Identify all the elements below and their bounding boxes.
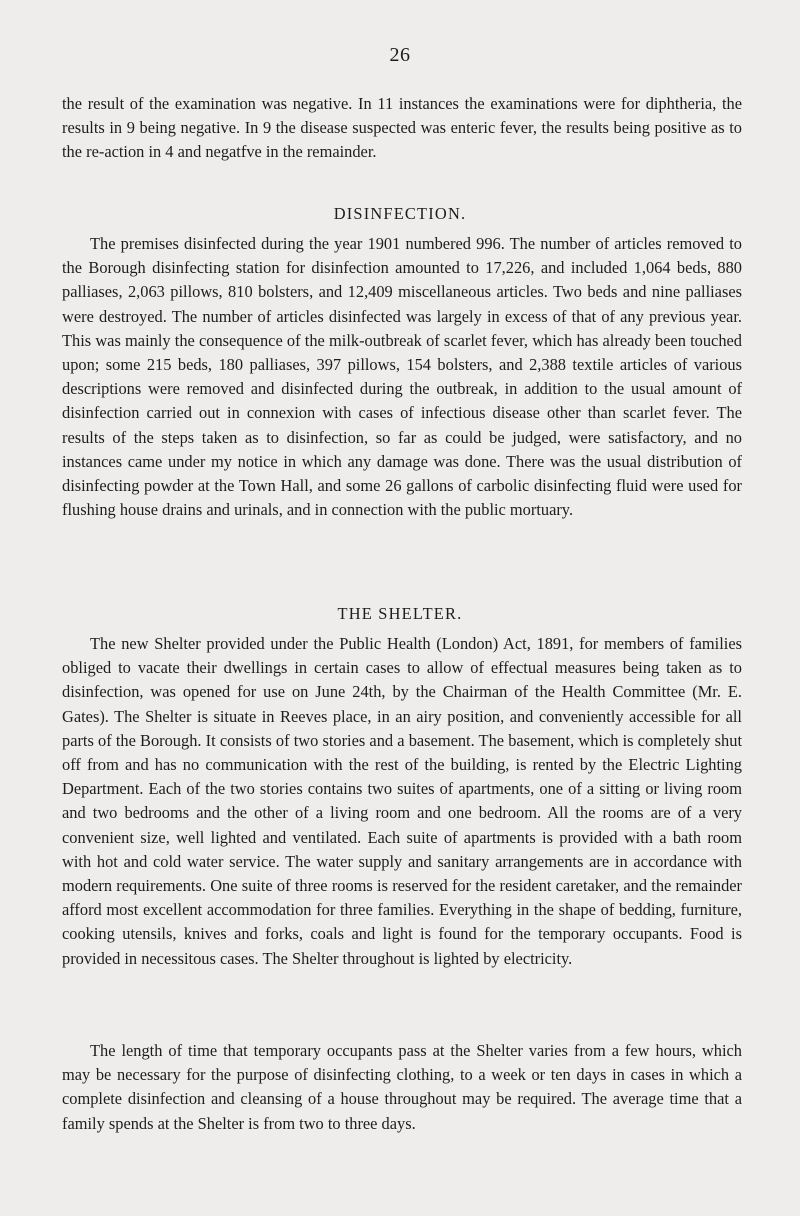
paragraph-text: The length of time that temporary occupants pass at the Shelter varies from a few hours, which may be necessary for the purpose of disinfecting clothing, to a week or ten days in cases in which a complete disinfection and cleansing of a house throughout may be required. The average time that a family spends at the Shelter is from two to three days.: [62, 1041, 742, 1133]
paragraph-text: The premises disinfected during the year 1901 numbered 996. The number of articles removed to the Borough disinfecting station for disinfection amounted to 17,226, and included 1,064 beds, 880 palliases, 2,063 pillows, 810 bolsters, and 12,409 miscellaneous articles. Two beds and nine palliases were destroyed. The number of articles disinfected was largely in excess of that of any previous year. This was mainly the consequence of the milk-outbreak of scarlet fever, which has already been touched upon; some 215 beds, 180 palliases, 397 pillows, 154 bolsters, and 2,388 textile articles of various descriptions were removed and disinfected during the outbreak, in addition to the usual amount of disinfection carried out in connexion with cases of infectious disease other than scarlet fever. The results of the steps taken as to disinfection, so far as could be judged, were satisfactory, and no instances came under my notice in which any damage was done. There was the usual distribution of disinfecting powder at the Town Hall, and some 26 gallons of carbolic disinfecting fluid were used for flushing house drains and urinals, and in connection with the public mortuary.: [62, 234, 742, 520]
section-heading-shelter: THE SHELTER.: [337, 604, 463, 623]
paragraph-shelter-duration: [62, 1039, 742, 1136]
paragraph-shelter-description: [62, 632, 742, 971]
section-heading-disinfection: DISINFECTION.: [333, 204, 467, 223]
page-number: 26: [389, 44, 411, 66]
paragraph-text: The new Shelter provided under the Public Health (London) Act, 1891, for members of families obliged to vacate their dwellings in certain cases to allow of effectual measures being taken as to disinfection, was opened for use on June 24th, by the Chairman of the Health Committee (Mr. E. Gates). The Shelter is situate in Reeves place, in an airy position, and conveniently accessible for all parts of the Borough. It consists of two stories and a basement. The basement, which is completely shut off from and has no communication with the rest of the building, is rented by the Electric Lighting Department. Each of the two stories contains two suites of apartments, one of a sitting or living room and two bedrooms and the other of a living room and one bedroom. All the rooms are of a very convenient size, well lighted and ventilated. Each suite of apartments is provided with a bath room with hot and cold water service. The water supply and sanitary arrangements are in accordance with modern requirements. One suite of three rooms is reserved for the resident caretaker, and the remainder afford most excellent accommodation for three families. Everything in the shape of bedding, furniture, cooking utensils, knives and forks, coals and light is found for the temporary occupants. Food is provided in necessitous cases. The Shelter throughout is lighted by electricity.: [62, 634, 742, 968]
paragraph-examination-results: [62, 92, 742, 165]
paragraph-disinfection: [62, 232, 742, 522]
paragraph-text: the result of the examination was negative. In 11 instances the examinations were for diphtheria, the results in 9 being negative. In 9 the disease suspected was enteric fever, the results being positive as to the re-action in 4 and negatfve in the remainder.: [62, 94, 742, 162]
